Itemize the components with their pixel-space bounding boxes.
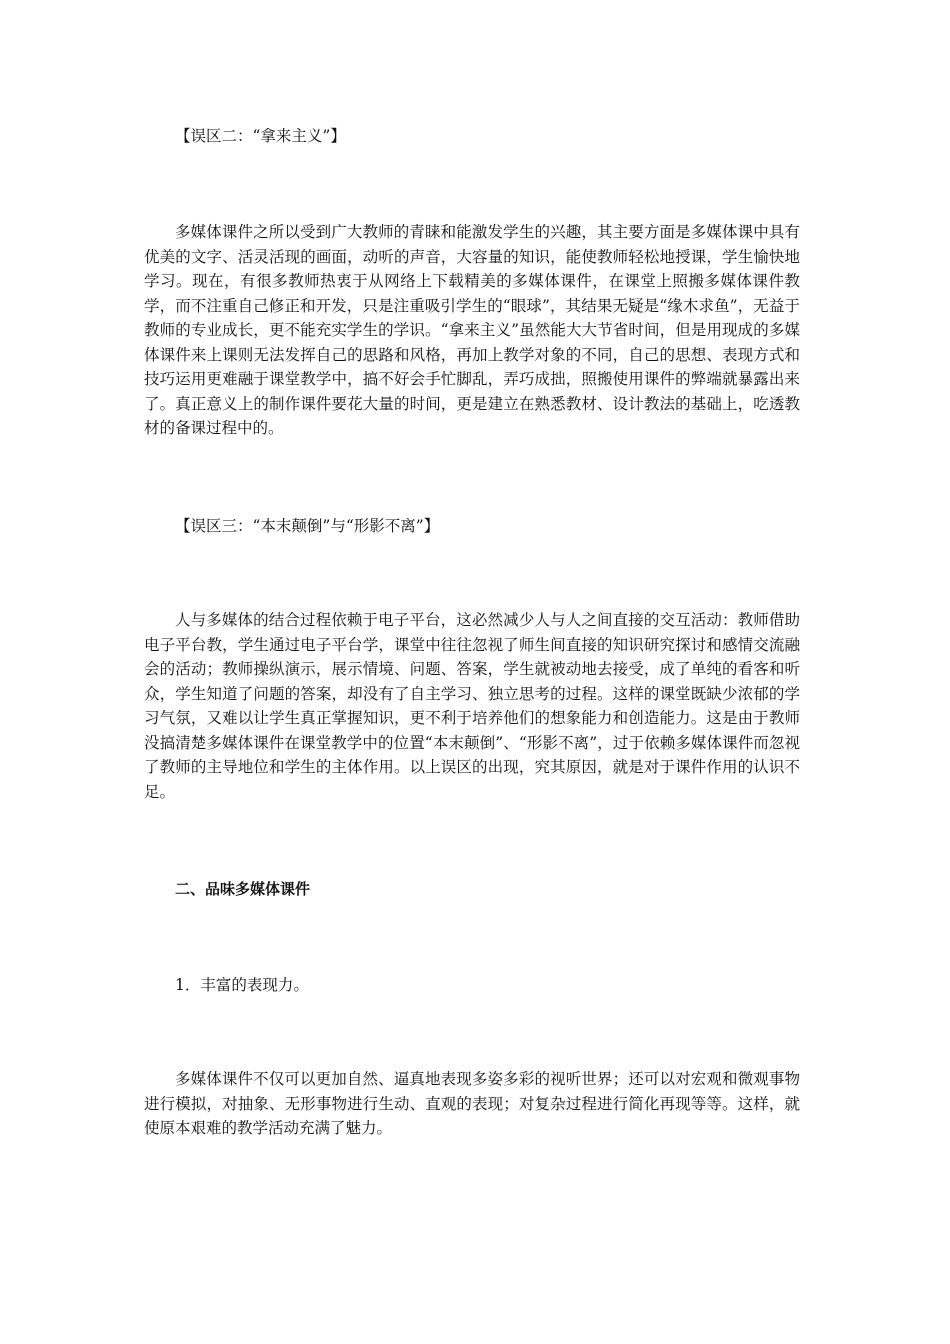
misconception-three-heading: 【误区三：“本末颠倒”与“形影不离”】 [175, 517, 440, 535]
subsection-title: 1．丰富的表现力。 [175, 976, 309, 994]
misconception-three-paragraph: 人与多媒体的结合过程依赖于电子平台，这必然减少人与人之间直接的交互活动：教师借助电子平台教，学生通过电子平台学，课堂中往往忽视了师生间直接的知识研究探讨和感情交流融会的活动；教师操纵演示，展示情境、问题、答案，学生就被动地去接受，成了单纯的看客和听众，学生知道了问题的答案，却没有了自主学习、独立思考的过程。这样的课堂既缺少浓郁的学习气氛，又难以让学生真正掌握知识，更不利于培养他们的想象能力和创造能力。这是由于教师没搞清楚多媒体课件在课堂教学中的位置“本末颠倒”、“形影不离”，过于依赖多媒体课件而忽视了教师的主导地位和学生的主体作用。以上误区的出现，究其原因，就是对于课件作用的认识不足。 [144, 611, 800, 801]
misconception-two-heading: 【误区二：“拿来主义”】 [175, 127, 346, 145]
expressiveness-paragraph: 多媒体课件不仅可以更加自然、逼真地表现多姿多彩的视听世界；还可以对宏观和微观事物进行模拟，对抽象、无形事物进行生动、直观的表现；对复杂过程进行简化再现等等。这样，就使原本艰难的教学活动充满了魅力。 [144, 1070, 800, 1137]
section-title: 二、品味多媒体课件 [175, 880, 311, 898]
misconception-two-paragraph: 多媒体课件之所以受到广大教师的青睐和能激发学生的兴趣，其主要方面是多媒体课中具有优美的文字、活灵活现的画面，动听的声音，大容量的知识，能使教师轻松地授课，学生愉快地学习。现在，有很多教师热衷于从网络上下载精美的多媒体课件，在课堂上照搬多媒体课件教学，而不注重自己修正和开发，只是注重吸引学生的“眼球”，其结果无疑是“缘木求鱼”，无益于教师的专业成长，更不能充实学生的学识。“拿来主义”虽然能大大节省时间，但是用现成的多媒体课件来上课则无法发挥自己的思路和风格，再加上教学对象的不同，自己的思想、表现方式和技巧运用更难融于课堂教学中，搞不好会手忙脚乱，弄巧成拙，照搬使用课件的弊端就暴露出来了。真正意义上的制作课件要花大量的时间，更是建立在熟悉教材、设计教法的基础上，吃透教材的备课过程中的。 [144, 223, 800, 437]
